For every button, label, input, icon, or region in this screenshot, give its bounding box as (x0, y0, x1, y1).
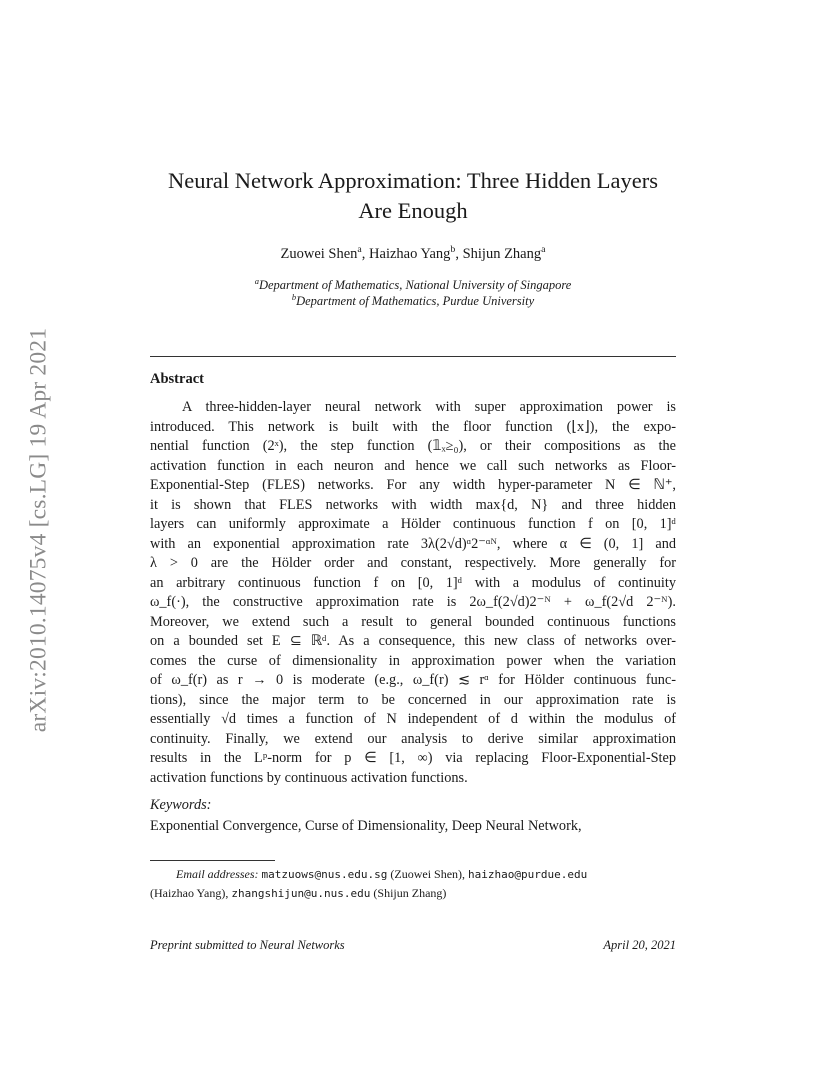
email-link[interactable]: zhangshijun@u.nus.edu (231, 887, 371, 900)
abstract-line: results in the Lᵖ-norm for p ∈ [1, ∞) via replacing Floor-Exponential-Step (150, 750, 676, 766)
affil-text: Department of Mathematics, Purdue University (296, 294, 535, 308)
abstract-line: continuity. Finally, we extend our analysis to derive similar approximation (150, 730, 676, 747)
email-link[interactable]: haizhao@purdue.edu (468, 868, 588, 881)
affiliation (140, 293, 686, 309)
affil-mark: a (254, 275, 259, 286)
abstract-line: activation functions by continuous activation functions. (150, 769, 468, 786)
arxiv-sidebar (24, 290, 54, 770)
author-affil-mark: a (541, 244, 546, 256)
author-affil-mark: b (450, 244, 456, 256)
email-owner: (Zuowei Shen), (390, 867, 466, 881)
abstract-line: it is shown that FLES networks with width max{d, N} and three hidden (150, 496, 676, 513)
author-list: Zuowei Shen$^a$, Haizhao Yang$^b$, Shijun Zhang$^a$ (280, 244, 546, 262)
abstract-line: tions), since the major term to be concerned in our approximation rate is (150, 691, 676, 708)
author-affil-mark: a (357, 244, 362, 256)
abstract-body (150, 398, 676, 788)
author-name: Haizhao Yang (369, 246, 451, 262)
author-name: Zuowei Shen (280, 246, 358, 262)
abstract-line: layers can uniformly approximate a Hölder continuous function f on [0, 1]ᵈ (150, 516, 676, 532)
abstract-line: Moreover, we extend such a result to general bounded continuous functions (150, 613, 676, 630)
email-link[interactable]: matzuows@nus.edu.sg (261, 868, 388, 881)
abstract-line: λ > 0 are the Hölder order and constant, respectively. More generally for (150, 555, 676, 571)
abstract-line: activation function in each neuron and hence we call such networks as Floor- (150, 457, 676, 474)
abstract-line: nential function (2ˣ), the step function (𝟙ₓ≥₀), or their compositions as the (150, 438, 676, 454)
footnote-label: Email addresses: (176, 867, 259, 881)
footnote-line (150, 865, 676, 884)
abstract-line: ω_f(·), the constructive approximation rate is 2ω_f(2√d)2⁻ᴺ + ω_f(2√d 2⁻ᴺ). (150, 594, 676, 610)
affil-text: Department of Mathematics, National University of Singapore (258, 278, 572, 292)
abstract-line: essentially √d times a function of N independent of d within the modulus of (150, 711, 676, 727)
author-name: Shijun Zhang (462, 246, 542, 262)
keywords-heading: Keywords: (150, 797, 212, 813)
title-line-2: Are Enough (358, 198, 468, 223)
preprint-venue: Preprint submitted to Neural Networks (150, 938, 345, 952)
email-footnote (150, 865, 676, 903)
abstract-line: Exponential-Step (FLES) networks. For any width hyper-parameter N ∈ ℕ⁺, (150, 477, 676, 493)
keywords-text: Exponential Convergence, Curse of Dimensionality, Deep Neural Network, (150, 818, 582, 834)
paper-title (140, 166, 686, 226)
title-line-1: Neural Network Approximation: Three Hidden Layers (167, 168, 659, 193)
affiliation (140, 277, 686, 293)
abstract-line: A three-hidden-layer neural network with super approximation power is (182, 399, 676, 415)
abstract-line: introduced. This network is built with the floor function (⌊x⌋), the expo- (150, 418, 676, 435)
abstract-heading: Abstract (150, 371, 204, 387)
preprint-date: April 20, 2021 (603, 938, 676, 952)
email-owner: (Haizhao Yang), (150, 886, 229, 900)
header-divider (150, 356, 676, 357)
arxiv-identifier: arXiv:2010.14075v4 [cs.LG] 19 Apr 2021 (25, 327, 52, 733)
affil-mark: b (291, 291, 297, 302)
abstract-line: of ω_f(r) as r → 0 is moderate (e.g., ω_f(r) ≲ rᵅ for Hölder continuous func- (150, 672, 676, 688)
footnote-line (150, 884, 676, 903)
footnote-divider (150, 860, 275, 861)
abstract-line: on a bounded set E ⊆ ℝᵈ. As a consequence, this new class of networks over- (150, 633, 676, 649)
affiliations (140, 277, 686, 309)
abstract-line: comes the curse of dimensionality in approximation power when the variation (150, 652, 676, 669)
email-owner: (Shijun Zhang) (373, 886, 447, 900)
abstract-line: an arbitrary continuous function f on [0, 1]ᵈ with a modulus of continuity (150, 574, 676, 591)
abstract-line: with an exponential approximation rate 3λ(2√d)ᵅ2⁻ᵅᴺ, where α ∈ (0, 1] and (150, 535, 676, 552)
